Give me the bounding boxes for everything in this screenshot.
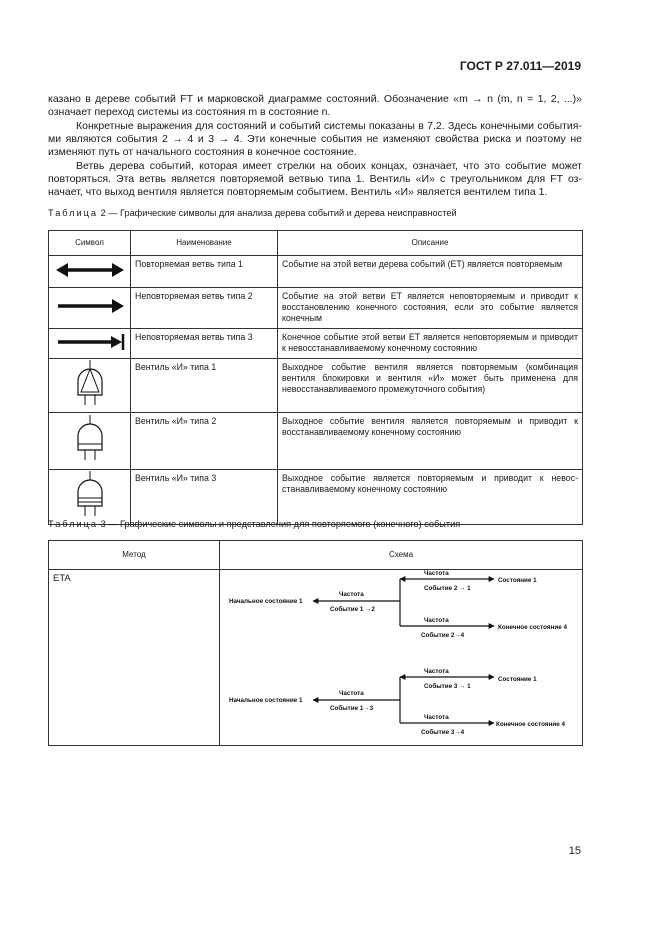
d2-event-bottom: Событие 3→4 [421, 729, 465, 736]
d2-rate-top: Частота [424, 668, 449, 675]
d2-rate-bottom: Частота [424, 714, 449, 721]
table2-caption-text: 2 — Графические символы для анализа дерева событий и дерева неисправностей [100, 208, 457, 218]
standard-number: ГОСТ Р 27.011—2019 [459, 59, 581, 73]
d2-rate-main: Частота [339, 690, 364, 697]
eta-diagram-2 [229, 668, 566, 736]
table3-caption-text: 3 — Графические символы и представления для повторяемого (конечного) события [100, 519, 461, 529]
paragraph-2: Конкретные выражения для состояний и событий системы показаны в 7.2. Здесь конечными событиями являются события 2 → 4 и 3 → 4. Эти конечные события не изменяют свойства риска и поэтому не изменяют путь от начального состояния в конечное состояние. [48, 120, 582, 159]
d1-end-bottom: Конечное состояние 4 [498, 624, 568, 631]
row-name: Вентиль «И» типа 3 [131, 469, 278, 524]
paragraph-3: Ветвь дерева событий, которая имеет стрелки на обоих концах, означает, что это событие может повторяться. Эта ветвь является повторяемой ветвью типа 1. Вентиль «И» с треугольником для FT означает, что выход вентиля является повторяемым событием. Вентиль «И» является вентилем типа 1. [48, 160, 582, 199]
d1-rate-main: Частота [339, 591, 364, 598]
d1-rate-top: Частота [424, 570, 449, 577]
table3-caption-label: Таблица [48, 519, 99, 529]
d2-end-top: Состояние 1 [498, 676, 537, 683]
d1-end-top: Состояние 1 [498, 577, 537, 584]
table3-header-scheme: Схема [220, 541, 583, 570]
d1-rate-bottom: Частота [424, 617, 449, 624]
row-name: Вентиль «И» типа 1 [131, 358, 278, 412]
row-name: Повторяемая ветвь типа 1 [131, 256, 278, 288]
row-name: Неповторяемая ветвь типа 3 [131, 328, 278, 358]
table3-header-method: Метод [49, 541, 220, 570]
d1-event-top: Событие 2 → 1 [424, 585, 471, 592]
table2-header-desc: Описание [278, 231, 583, 256]
row-desc: Выходное событие является повторяемым и приводит к невосстанавливаемому конечному состоянию [278, 469, 583, 524]
row-desc: Конечное событие этой ветви ET является неповторяемым и приводит к невосстанавливаемому конечному состоянию [278, 328, 583, 358]
paragraph-1: казано в дереве событий FT и марковской диаграмме состояний. Обозначение «m → n (m, n = 1, 2, ...)» означает переход системы из состояния m в состояние n. [48, 93, 582, 119]
eta-diagram-1 [229, 570, 568, 639]
row-desc: Выходное событие вентиля является повторяемым и приводит к восстанавливаемому конечному состоянию [278, 412, 583, 469]
table2-caption-label: Таблица [48, 208, 99, 218]
d2-end-bottom: Конечное состояние 4 [496, 721, 566, 728]
page-number: 15 [568, 845, 581, 857]
d1-event-bottom: Событие 2→4 [421, 632, 465, 639]
d1-start-label: Начальное состояние 1 [229, 598, 303, 605]
d1-event-main: Событие 1 →2 [330, 606, 375, 613]
method-cell: ETA [49, 570, 220, 746]
row-name: Неповторяемая ветвь типа 2 [131, 288, 278, 329]
row-desc: Событие на этой ветви дерева событий (ET) является повторяемым [278, 256, 583, 288]
row-name: Вентиль «И» типа 2 [131, 412, 278, 469]
table2-header-symbol: Символ [49, 231, 131, 256]
row-desc: Событие на этой ветви ET является неповторяемым и приводит к восстановлению конечного состояния, если это событие является конечным [278, 288, 583, 329]
d2-event-top: Событие 3 → 1 [424, 683, 471, 690]
table2-header-name: Наименование [131, 231, 278, 256]
d2-event-main: Событие 1→3 [330, 705, 374, 712]
row-desc: Выходное событие вентиля является повторяемым (комбинация вентиля блокировки и вентиля «И» может быть применена для невосстанавливаемого промежуточного события) [278, 358, 583, 412]
d2-start-label: Начальное состояние 1 [229, 697, 303, 704]
